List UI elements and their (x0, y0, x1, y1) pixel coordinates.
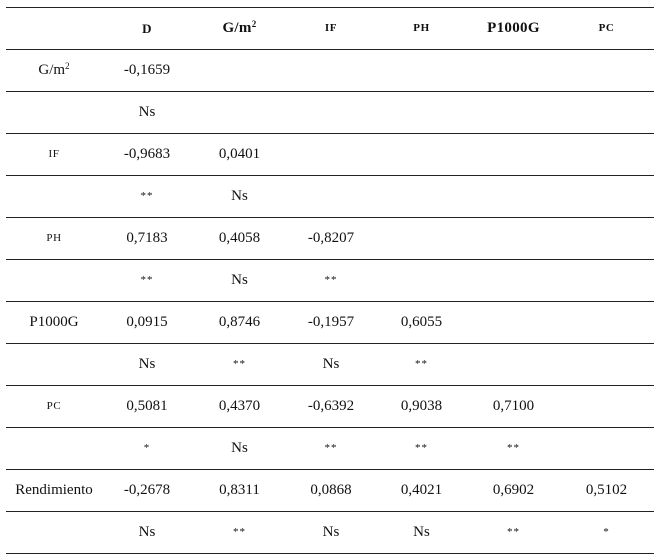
significance-cell: Ns (102, 344, 192, 386)
row-label-p1000g: P1000G (6, 302, 102, 344)
coef-cell (559, 50, 654, 92)
significance-cell: Ns (287, 512, 375, 554)
table-row-pc-significance (6, 428, 654, 470)
table-header (6, 8, 654, 50)
table-row-p1000g-significance (6, 344, 654, 386)
header-ph: PH (375, 8, 468, 50)
significance-cell: Ns (375, 512, 468, 554)
significance-cell: ** (102, 176, 192, 218)
significance-cell: * (102, 428, 192, 470)
table-row-rendimiento-significance (6, 512, 654, 554)
coef-cell: 0,5102 (559, 470, 654, 512)
coef-cell (375, 50, 468, 92)
row-label-gm2-base: G/m (38, 62, 66, 78)
coef-cell: -0,9683 (102, 134, 192, 176)
coef-cell (468, 218, 559, 260)
coef-cell (287, 134, 375, 176)
row-label-empty (6, 512, 102, 554)
table-row-if-coefficients (6, 134, 654, 176)
significance-cell (375, 176, 468, 218)
coef-cell (287, 50, 375, 92)
coef-cell: 0,9038 (375, 386, 468, 428)
table-row-gm2-coefficients (6, 50, 654, 92)
significance-cell: ** (468, 512, 559, 554)
coef-cell: 0,8746 (192, 302, 287, 344)
header-pc: PC (559, 8, 654, 50)
header-gm2-base: G/m (222, 20, 252, 36)
significance-cell: ** (287, 260, 375, 302)
significance-cell (468, 92, 559, 134)
significance-cell: ** (192, 512, 287, 554)
significance-cell (468, 176, 559, 218)
significance-cell: ** (102, 260, 192, 302)
significance-cell (559, 260, 654, 302)
row-label-empty (6, 176, 102, 218)
significance-cell (375, 92, 468, 134)
coef-cell: 0,7100 (468, 386, 559, 428)
table-row-rendimiento-coefficients (6, 470, 654, 512)
significance-cell: Ns (102, 92, 192, 134)
significance-cell: ** (468, 428, 559, 470)
significance-cell: Ns (192, 428, 287, 470)
row-label-gm2-sup: 2 (65, 61, 70, 71)
coef-cell (559, 134, 654, 176)
coef-cell (559, 302, 654, 344)
significance-cell (559, 428, 654, 470)
coef-cell: 0,6055 (375, 302, 468, 344)
coef-cell: 0,0868 (287, 470, 375, 512)
coef-cell: -0,2678 (102, 470, 192, 512)
coef-cell (192, 50, 287, 92)
correlation-table (6, 7, 654, 554)
header-p1000g: P1000G (468, 8, 559, 50)
row-label-empty (6, 260, 102, 302)
coef-cell: -0,1659 (102, 50, 192, 92)
coef-cell: -0,8207 (287, 218, 375, 260)
significance-cell: ** (192, 344, 287, 386)
coef-cell: 0,4058 (192, 218, 287, 260)
header-corner-cell (6, 8, 102, 50)
table-row-ph-coefficients (6, 218, 654, 260)
table-body (6, 50, 654, 554)
significance-cell (375, 260, 468, 302)
coef-cell (375, 134, 468, 176)
significance-cell (192, 92, 287, 134)
significance-cell: ** (375, 344, 468, 386)
table-row-pc-coefficients (6, 386, 654, 428)
header-gm2-sup: 2 (251, 19, 257, 29)
table-row-gm2-significance (6, 92, 654, 134)
row-label-ph: PH (6, 218, 102, 260)
significance-cell: Ns (102, 512, 192, 554)
table-row-p1000g-coefficients (6, 302, 654, 344)
row-label-rendimiento: Rendimiento (6, 470, 102, 512)
row-label-empty (6, 92, 102, 134)
coef-cell: 0,6902 (468, 470, 559, 512)
coef-cell (559, 386, 654, 428)
coef-cell: 0,5081 (102, 386, 192, 428)
header-d: D (102, 8, 192, 50)
significance-cell (559, 92, 654, 134)
coef-cell (375, 218, 468, 260)
coef-cell: 0,0915 (102, 302, 192, 344)
significance-cell: Ns (192, 260, 287, 302)
header-gm2 (192, 8, 287, 50)
significance-cell (468, 344, 559, 386)
coef-cell (468, 50, 559, 92)
significance-cell: Ns (192, 176, 287, 218)
table-row-ph-significance (6, 260, 654, 302)
table-row-if-significance (6, 176, 654, 218)
significance-cell (287, 176, 375, 218)
coef-cell: 0,7183 (102, 218, 192, 260)
header-if: IF (287, 8, 375, 50)
coef-cell (559, 218, 654, 260)
row-label-pc: PC (6, 386, 102, 428)
significance-cell (559, 176, 654, 218)
significance-cell (559, 344, 654, 386)
row-label-empty (6, 428, 102, 470)
coef-cell: 0,4021 (375, 470, 468, 512)
row-label-if: IF (6, 134, 102, 176)
significance-cell: Ns (287, 344, 375, 386)
significance-cell: ** (375, 428, 468, 470)
coef-cell (468, 134, 559, 176)
coef-cell (468, 302, 559, 344)
coef-cell: 0,4370 (192, 386, 287, 428)
coef-cell: -0,6392 (287, 386, 375, 428)
header-row (6, 8, 654, 50)
coef-cell: -0,1957 (287, 302, 375, 344)
coef-cell: 0,8311 (192, 470, 287, 512)
coef-cell: 0,0401 (192, 134, 287, 176)
row-label-empty (6, 344, 102, 386)
significance-cell (468, 260, 559, 302)
row-label-gm2 (6, 50, 102, 92)
significance-cell (287, 92, 375, 134)
significance-cell: ** (287, 428, 375, 470)
significance-cell: * (559, 512, 654, 554)
